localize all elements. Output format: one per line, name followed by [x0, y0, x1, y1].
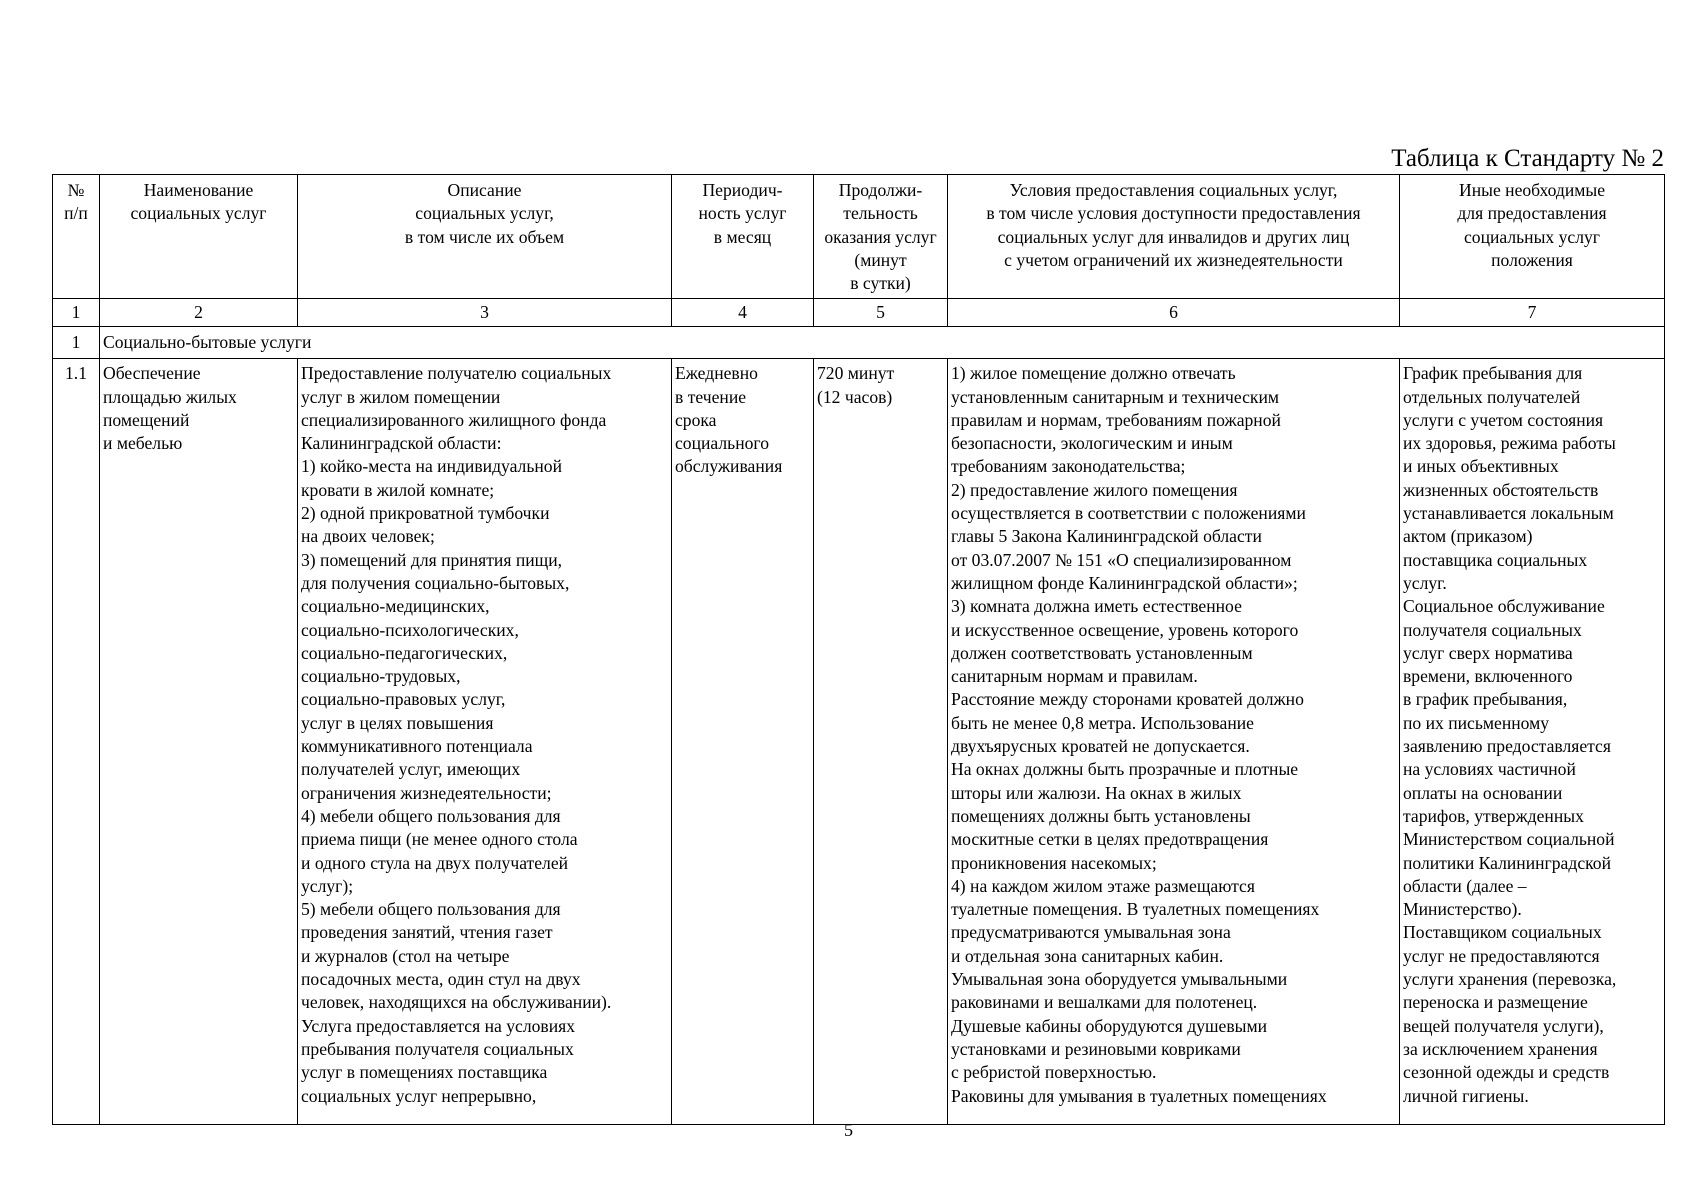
standard-table: [52, 174, 1665, 1125]
column-number: 6: [948, 299, 1400, 327]
row-description: Предоставление получателю социальных услуг в жилом помещении специализированного жилищного фонда Калининградской области: 1) койко-места на индивидуальной кровати в жилой комнате; 2) одной прикроватной тумбочки на двоих человек; 3) помещений для принятия пищи, для получения социально-бытовых, социально-медицинских, социально-психологических, социально-педагогических, социально-трудовых, социально-правовых услуг, услуг в целях повышения коммуникативного потенциала получателей услуг, имеющих ограничения жизнедеятельности; 4) мебели общего пользования для приема пищи (не менее одного стола и одного стула на двух получателей услуг); 5) мебели общего пользования для проведения занятий, чтения газет и журналов (стол на четыре посадочных места, один стул на двух человек, находящихся на обслуживании). Услуга предоставляется на условиях пребывания получателя социальных услуг в помещениях поставщика социальных услуг непрерывно,: [298, 359, 672, 1125]
column-number: 7: [1400, 299, 1665, 327]
column-number-row: [53, 299, 1665, 327]
table-header-row: [53, 175, 1665, 299]
header-periodicity: Периодич- ность услуг в месяц: [672, 175, 814, 299]
row-duration: 720 минут (12 часов): [814, 359, 948, 1125]
row-number: 1.1: [53, 359, 100, 1125]
header-description: Описание социальных услуг, в том числе их объем: [298, 175, 672, 299]
row-other: График пребывания для отдельных получателей услуги с учетом состояния их здоровья, режима работы и иных объективных жизненных обстоятельств устанавливается локальным актом (приказом) поставщика социальных услуг. Социальное обслуживание получателя социальных услуг сверх норматива времени, включенного в график пребывания, по их письменному заявлению предоставляется на условиях частичной оплаты на основании тарифов, утвержденных Министерством социальной политики Калининградской области (далее – Министерство). Поставщиком социальных услуг не предоставляются услуги хранения (перевозка, переноска и размещение вещей получателя услуги), за исключением хранения сезонной одежды и средств личной гигиены.: [1400, 359, 1665, 1125]
section-title: Социально-бытовые услуги: [100, 327, 1665, 359]
column-number: 3: [298, 299, 672, 327]
header-duration: Продолжи- тельность оказания услуг (минут в сутки): [814, 175, 948, 299]
section-row: [53, 327, 1665, 359]
column-number: 4: [672, 299, 814, 327]
row-conditions: 1) жилое помещение должно отвечать установленным санитарным и техническим правилам и нормам, требованиям пожарной безопасности, экологическим и иным требованиям законодательства; 2) предоставление жилого помещения осуществляется в соответствии с положениями главы 5 Закона Калининградской области от 03.07.2007 № 151 «О специализированном жилищном фонде Калининградской области»; 3) комната должна иметь естественное и искусственное освещение, уровень которого должен соответствовать установленным санитарным нормам и правилам. Расстояние между сторонами кроватей должно быть не менее 0,8 метра. Использование двухъярусных кроватей не допускается. На окнах должны быть прозрачные и плотные шторы или жалюзи. На окнах в жилых помещениях должны быть установлены москитные сетки в целях предотвращения проникновения насекомых; 4) на каждом жилом этаже размещаются туалетные помещения. В туалетных помещениях предусматриваются умывальная зона и отдельная зона санитарных кабин. Умывальная зона оборудуется умывальными раковинами и вешалками для полотенец. Душевые кабины оборудуются душевыми установками и резиновыми ковриками с ребристой поверхностью. Раковины для умывания в туалетных помещениях: [948, 359, 1400, 1125]
header-other: Иные необходимые для предоставления социальных услуг положения: [1400, 175, 1665, 299]
column-number: 5: [814, 299, 948, 327]
page-number: 5: [844, 1120, 853, 1140]
header-conditions: Условия предоставления социальных услуг, в том числе условия доступности предоставления социальных услуг для инвалидов и других лиц с учетом ограничений их жизнедеятельности: [948, 175, 1400, 299]
section-number: 1: [53, 327, 100, 359]
row-periodicity: Ежедневно в течение срока социального обслуживания: [672, 359, 814, 1125]
header-service-name: Наименование социальных услуг: [100, 175, 298, 299]
header-number: № п/п: [53, 175, 100, 299]
table-caption: Таблица к Стандарту № 2: [1391, 145, 1664, 172]
column-number: 2: [100, 299, 298, 327]
table-row: [53, 359, 1665, 1125]
row-service-name: Обеспечение площадью жилых помещений и мебелью: [100, 359, 298, 1125]
column-number: 1: [53, 299, 100, 327]
